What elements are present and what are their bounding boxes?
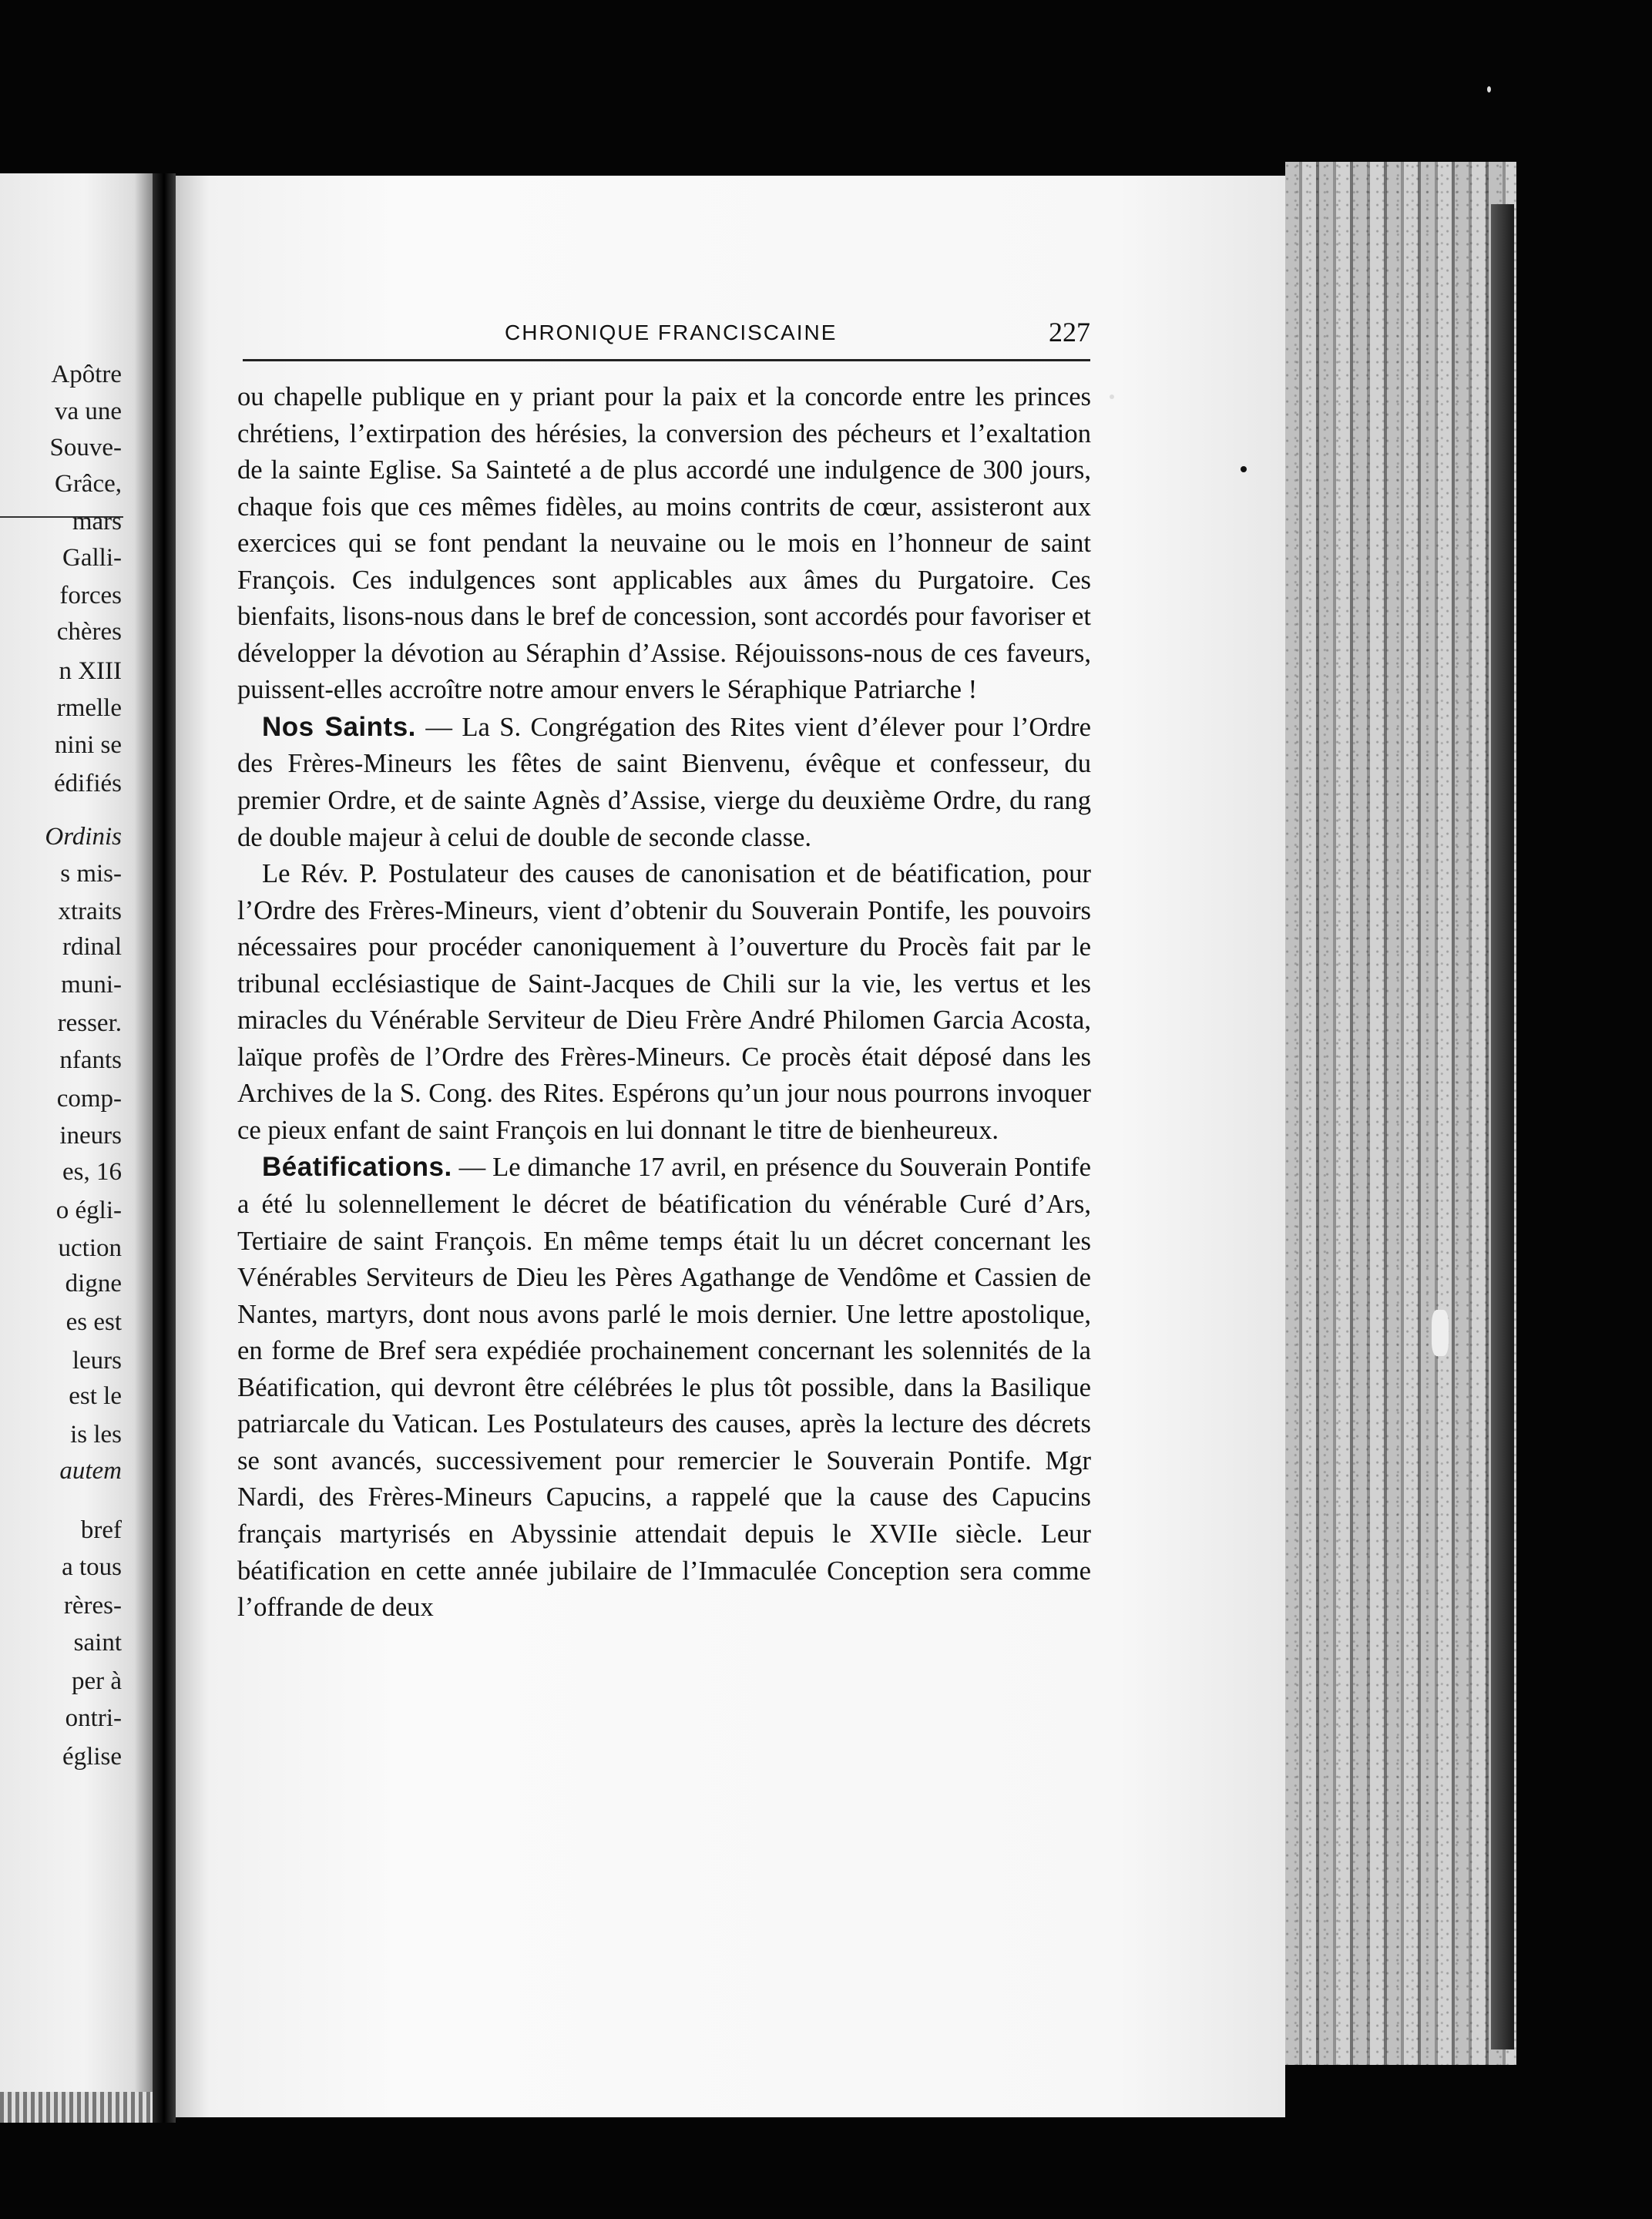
- left-page-fragment: resser.: [57, 1009, 122, 1037]
- left-page-fragment: Apôtre: [51, 361, 122, 388]
- paragraph-postulateur: Le Rév. P. Postulateur des causes de canonisation et de béatification, pour l’Ordre des Frères-Mineurs, vient d’obtenir du Souverain Pontife, les pouvoirs nécessaires pour procéder canoniquement à l’ouverture du Procès fait par le tribunal ecclésiastique de Saint-Jacques de Chili sur la vie, les vertus et les miracles du Vénérable Serviteur de Dieu Frère André Philomen Garcia Acosta, laïque profès de l’Ordre des Frères-Mineurs. Ce procès était déposé dans les Archives de la S. Cong. des Rites. Espérons qu’un jour nous pourrons invoquer ce pieux enfant de saint François en lui donnant le titre de bienheureux.: [237, 859, 1091, 1145]
- paragraph-indulgences: ou chapelle publique en y priant pour la paix et la concorde entre les princes chrétiens, l’extirpation des hérésies, la conversion des pécheurs et l’exaltation de la sainte Eglise. Sa Sainteté a de plus accordé une indulgence de 300 jours, chaque fois que ces mêmes fidèles, au moins contrits de cœur, assisteront aux exercices qui se font pendant la neuvaine ou le mois en l’honneur de saint François. Ces indulgences sont applicables aux âmes du Purgatoire. Ces bienfaits, lisons-nous dans le bref de concession, sont accordés pour favoriser et développer la dévotion au Séraphin d’Assise. Réjouissons-nous de ces faveurs, puissent-elles accroître notre amour envers le Séraphique Patriarche !: [237, 382, 1091, 705]
- beatifications-text: — Le dimanche 17 avril, en présence du Souverain Pontife a été lu solennellement le décret de béatification du vénérable Curé d’Ars, Tertiaire de saint François. En même temps était lu un décret concernant les Vénérables Serviteurs de Dieu les Pères Agathange de Vendôme et Cassien de Nantes, martyrs, dont nous avons parlé le mois dernier. Une lettre apostolique, en forme de Bref sera expédiée prochainement concernant les solennités de la Béatification, qui devront être célébrées le plus tôt possible, dans la Basilique patriarcale du Vatican. Les Postulateurs des causes, après la lecture des décrets se sont avancés, successivement pour remercier le Souverain Pontife. Mgr Nardi, des Frères-Mineurs Capucins, a rappelé que la cause des Capucins français martyrisés en Abyssinie attendait depuis le XVIIe siècle. Leur béatification en cette année jubilaire de l’Immaculée Conception sera comme l’offrande de deux: [237, 1153, 1091, 1623]
- left-page-fragment: église: [62, 1743, 122, 1771]
- page-edges: [1285, 162, 1516, 2065]
- running-title: CHRONIQUE FRANCISCAINE: [505, 321, 838, 344]
- left-page-fragment: chères: [56, 618, 122, 646]
- body-text: [237, 379, 1091, 1626]
- left-page-fragment: digne: [65, 1270, 122, 1297]
- left-page-fragment: comp-: [56, 1085, 122, 1113]
- left-page-fragment: s mis-: [60, 860, 122, 888]
- left-page-fragment: va une: [54, 398, 122, 425]
- left-page-fragment: saint: [73, 1629, 122, 1657]
- left-page-fragment: leurs: [72, 1347, 122, 1375]
- left-page-fragment: Souve-: [49, 434, 122, 462]
- left-page-fragment: is les: [70, 1421, 122, 1449]
- left-page-fragment: est le: [69, 1382, 122, 1410]
- left-page-fragment: es, 16: [62, 1158, 122, 1186]
- left-page-fragment: forces: [59, 582, 122, 609]
- scan-speck: [1241, 466, 1247, 472]
- left-page-fragment: o égli-: [55, 1197, 122, 1224]
- header-rule: [243, 359, 1090, 361]
- paragraph-beatifications: [237, 1149, 1091, 1626]
- left-page-fragment: mars: [72, 508, 122, 535]
- left-page-fragment: uction: [58, 1234, 122, 1262]
- left-page-fragment: nini se: [54, 731, 122, 759]
- nos-saints-text: — La S. Congrégation des Rites vient d’élever pour l’Ordre des Frères-Mineurs les fêtes de saint Bienvenu, évêque et confesseur, du premier Ordre, et de sainte Agnès d’Assise, vierge du deuxième Ordre, du rang de double majeur à celui de double de seconde classe.: [237, 712, 1091, 852]
- left-page-fragment: Ordinis: [45, 823, 122, 851]
- scan-speck: [1487, 86, 1491, 92]
- left-page-fragment: per à: [71, 1667, 122, 1695]
- paragraph-nos-saints: [237, 709, 1091, 856]
- scan-speck: [1110, 394, 1114, 399]
- left-page-fragment: ineurs: [59, 1122, 122, 1150]
- left-page-fragment: Grâce,: [54, 470, 122, 498]
- left-page-fragment: es est: [65, 1308, 122, 1336]
- left-page-fragment: nfants: [59, 1046, 122, 1074]
- left-page-fragment: a tous: [62, 1553, 122, 1581]
- left-page-fragment: xtraits: [58, 898, 122, 925]
- left-page-fragment: muni-: [61, 971, 122, 999]
- left-page-fragment: rmelle: [56, 694, 122, 722]
- left-page-fragment: autem: [59, 1457, 122, 1485]
- page-header: [243, 316, 1090, 354]
- section-heading-beatifications: Béatifications.: [262, 1152, 452, 1183]
- cover-edge: [1491, 204, 1514, 2049]
- left-page-edge: [0, 2092, 153, 2123]
- left-page-fragment: Galli-: [62, 544, 122, 572]
- left-page-fragment: ontri-: [65, 1704, 122, 1732]
- left-page: [0, 173, 153, 2123]
- left-page-fragment: rères-: [63, 1592, 122, 1620]
- left-page-fragment: n XIII: [59, 657, 122, 685]
- left-page-fragment: bref: [80, 1516, 122, 1544]
- section-heading-nos-saints: Nos Saints.: [262, 711, 416, 742]
- left-page-fragment: édifiés: [54, 770, 122, 797]
- left-page-fragment: rdinal: [62, 933, 122, 961]
- page-number: 227: [1049, 317, 1090, 347]
- scan-speck: [1432, 1310, 1449, 1356]
- book-gutter: [153, 173, 176, 2123]
